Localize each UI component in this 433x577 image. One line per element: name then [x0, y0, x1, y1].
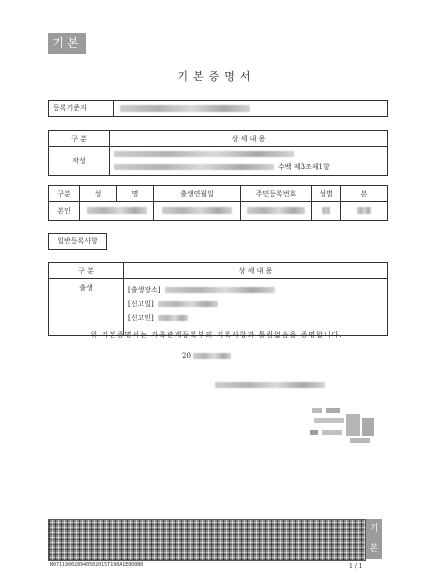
person-header-given-name: 명 [117, 186, 154, 202]
person-header-birthdate: 출생연월일 [154, 186, 241, 202]
general-field-reporter: [신고인] [128, 314, 154, 322]
details-redacted-line-2 [114, 164, 274, 170]
general-field-report-date: [신고일] [128, 300, 154, 308]
person-birthdate-redacted [162, 207, 232, 214]
general-table [48, 262, 388, 336]
registration-base-box [48, 100, 388, 117]
general-row-label: 출생 [49, 279, 124, 336]
person-row-label: 본인 [49, 202, 80, 221]
person-header-resident-number: 주민등록번호 [241, 186, 312, 202]
registration-base-label: 등록기준지 [49, 101, 114, 116]
person-header-category: 구분 [49, 186, 80, 202]
person-origin-redacted [357, 207, 371, 214]
registration-base-redacted [120, 105, 250, 112]
issue-date-redacted [193, 353, 231, 359]
official-seal-icon [310, 404, 378, 446]
details-header-category: 구 분 [49, 131, 110, 147]
page-number: 1 / 1 [349, 563, 363, 570]
document-serial-code: N071190028940502015T190A1E0D0B0 [50, 562, 144, 568]
person-resident-number-cell [241, 202, 312, 221]
issue-date-prefix: 20 [182, 352, 191, 360]
birthplace-redacted [165, 287, 275, 293]
details-redacted-line-1 [114, 151, 294, 157]
details-row-suffix: 수백 제3조제1항 [278, 162, 330, 171]
person-header-surname: 성 [80, 186, 117, 202]
issue-date [182, 352, 231, 360]
certification-statement: 위 기본증명서는 가족관계등록부의 기록사항과 틀림없음을 증명합니다. [90, 331, 343, 339]
document-title: 기본증명서 [177, 70, 256, 83]
reporter-redacted [158, 315, 188, 321]
security-barcode [48, 519, 366, 561]
details-row-label: 작성 [49, 147, 110, 176]
person-resident-number-redacted [247, 207, 305, 214]
person-gender-cell [312, 202, 341, 221]
general-header-content: 상 세 내 용 [124, 263, 388, 279]
general-row-content [124, 279, 388, 336]
person-gender-redacted [322, 207, 330, 214]
issuer-redacted [215, 382, 325, 388]
details-header-content: 상 세 내 용 [110, 131, 388, 147]
general-section-title: 일반등록사항 [48, 233, 107, 250]
general-field-birthplace: [출생장소] [128, 286, 161, 294]
official-seal [310, 404, 378, 446]
general-header-category: 구 분 [49, 263, 124, 279]
report-date-redacted [158, 301, 218, 307]
person-birthdate-cell [154, 202, 241, 221]
details-row-content [110, 147, 388, 176]
person-table [48, 185, 388, 221]
person-origin-cell [341, 202, 388, 221]
document-type-stamp-bottom: 기본 [366, 519, 382, 559]
details-table [48, 130, 388, 176]
person-name-cell [80, 202, 154, 221]
person-header-gender: 성별 [312, 186, 341, 202]
issuer-line [215, 373, 325, 392]
person-header-origin: 본 [341, 186, 388, 202]
person-name-redacted [87, 207, 147, 214]
document-type-stamp: 기본 [48, 33, 86, 54]
